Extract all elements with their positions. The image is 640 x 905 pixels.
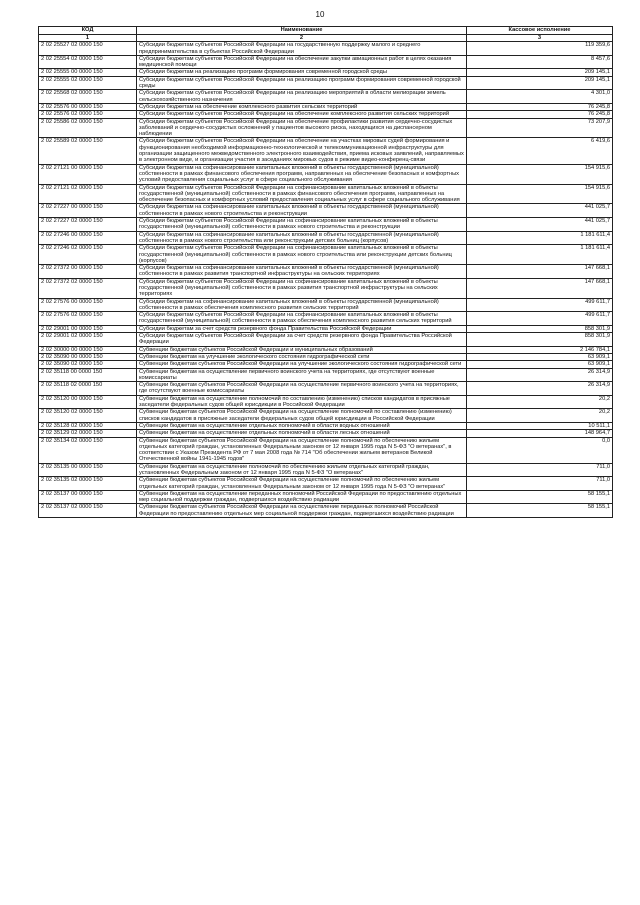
table-row	[39, 430, 613, 437]
row-amount: 76 245,8	[467, 111, 613, 118]
row-amount: 858 301,9	[467, 333, 613, 347]
table-row	[39, 333, 613, 347]
column-numbers-row	[39, 35, 613, 42]
table-row	[39, 69, 613, 76]
row-name: Субсидии бюджетам субъектов Российской Федерации на софинансирование капитальных вложений в объекты государственной (муниципальной) собственности в рамках обеспечения комплексного развития сельских территорий	[137, 312, 467, 326]
row-amount: 711,0	[467, 463, 613, 477]
table-row	[39, 346, 613, 353]
row-amount: 441 025,7	[467, 204, 613, 218]
row-code: 2 02 35135 00 0000 150	[39, 463, 137, 477]
row-amount: 8 457,6	[467, 55, 613, 69]
table-row	[39, 278, 613, 298]
table-row	[39, 463, 613, 477]
row-name: Субсидии бюджетам субъектов Российской Федерации на реализацию программ формирования современной городской среды	[137, 76, 467, 90]
row-name: Субвенции бюджетам на осуществление отдельных полномочий в области водных отношений	[137, 422, 467, 429]
row-amount: 147 668,1	[467, 265, 613, 279]
column-number: 1	[39, 35, 137, 42]
row-amount: 63 909,1	[467, 361, 613, 368]
table-row	[39, 76, 613, 90]
row-code: 2 02 25555 02 0000 150	[39, 76, 137, 90]
row-name: Субсидии бюджетам на софинансирование капитальных вложений в объекты государственной (муниципальной) собственности в рамках обеспечения комплексного развития сельских территорий	[137, 298, 467, 312]
table-row	[39, 298, 613, 312]
table-row	[39, 111, 613, 118]
row-code: 2 02 35118 02 0000 150	[39, 382, 137, 396]
row-code: 2 02 35135 02 0000 150	[39, 477, 137, 491]
row-name: Субвенции бюджетам на осуществление полномочий по составлению (изменению) списков кандидатов в присяжные заседатели федеральных судов общей юрисдикции в Российской Федерации	[137, 395, 467, 409]
row-code: 2 02 27227 02 0000 150	[39, 218, 137, 232]
row-code: 2 02 29001 02 0000 150	[39, 333, 137, 347]
row-code: 2 02 25527 02 0000 150	[39, 42, 137, 56]
row-amount: 58 155,1	[467, 504, 613, 518]
row-code: 2 02 27246 00 0000 150	[39, 231, 137, 245]
table-row	[39, 353, 613, 360]
row-name: Субвенции бюджетам на осуществление полномочий по обеспечению жильем отдельных категорий граждан, установленных Федеральным законом от 12 января 1995 года N 5-ФЗ "О ветеранах"	[137, 463, 467, 477]
table-row	[39, 55, 613, 69]
row-code: 2 02 27227 00 0000 150	[39, 204, 137, 218]
row-code: 2 02 27246 02 0000 150	[39, 245, 137, 265]
row-code: 2 02 35090 02 0000 150	[39, 361, 137, 368]
row-code: 2 02 35120 00 0000 150	[39, 395, 137, 409]
row-amount: 499 611,7	[467, 312, 613, 326]
row-name: Субсидии бюджетам на софинансирование капитальных вложений в объекты государственной (муниципальной) собственности в рамках нового строительства или реконструкции детских больниц (корпусов)	[137, 231, 467, 245]
row-code: 2 02 25554 02 0000 150	[39, 55, 137, 69]
row-name: Субвенции бюджетам субъектов Российской Федерации на улучшение экологического состояния гидрографической сети	[137, 361, 467, 368]
row-code: 2 02 35134 02 0000 150	[39, 437, 137, 463]
row-name: Субсидии бюджетам субъектов Российской Федерации за счет средств резервного фонда Правительства Российской Федерации	[137, 333, 467, 347]
row-amount: 209 145,1	[467, 76, 613, 90]
row-code: 2 02 25576 00 0000 150	[39, 103, 137, 110]
row-code: 2 02 25576 02 0000 150	[39, 111, 137, 118]
column-number: 3	[467, 35, 613, 42]
row-amount: 499 611,7	[467, 298, 613, 312]
row-amount: 441 025,7	[467, 218, 613, 232]
row-name: Субсидии бюджетам за счет средств резервного фонда Правительства Российской Федерации	[137, 325, 467, 332]
row-name: Субсидии бюджетам субъектов Российской Федерации на обеспечение комплексного развития сельских территорий	[137, 111, 467, 118]
table-row	[39, 265, 613, 279]
row-amount: 26 314,9	[467, 382, 613, 396]
table-row	[39, 103, 613, 110]
row-amount: 73 207,9	[467, 118, 613, 138]
row-name: Субвенции бюджетам субъектов Российской Федерации и муниципальных образований	[137, 346, 467, 353]
row-name: Субсидии бюджетам субъектов Российской Федерации на софинансирование капитальных вложений в объекты государственной (муниципальной) собственности в рамках нового строительства или реконструкции детских больниц (корпусов)	[137, 245, 467, 265]
table-row	[39, 184, 613, 204]
row-amount: 154 915,6	[467, 184, 613, 204]
row-code: 2 02 35118 00 0000 150	[39, 368, 137, 382]
row-amount: 209 145,1	[467, 69, 613, 76]
row-name: Субсидии бюджетам на обеспечение комплексного развития сельских территорий	[137, 103, 467, 110]
row-name: Субсидии бюджетам на софинансирование капитальных вложений в объекты государственной (муниципальной) собственности в рамках развития транспортной инфраструктуры на сельских территориях	[137, 265, 467, 279]
row-amount: 26 314,9	[467, 368, 613, 382]
row-amount: 148 964,7	[467, 430, 613, 437]
row-name: Субвенции бюджетам субъектов Российской Федерации на осуществление полномочий по обеспечению жильем отдельных категорий граждан, установленных Федеральным законом от 12 января 1995 года N 5-ФЗ "О ветеранах"	[137, 477, 467, 491]
row-amount: 63 909,1	[467, 353, 613, 360]
table-row	[39, 382, 613, 396]
table-row	[39, 504, 613, 518]
row-name: Субсидии бюджетам на реализацию программ формирования современной городской среды	[137, 69, 467, 76]
table-row	[39, 90, 613, 104]
row-amount: 76 245,8	[467, 103, 613, 110]
row-code: 2 02 35137 00 0000 150	[39, 490, 137, 504]
row-amount: 10 511,1	[467, 422, 613, 429]
row-amount: 119 359,6	[467, 42, 613, 56]
row-code: 2 02 30000 00 0000 150	[39, 346, 137, 353]
table-row	[39, 490, 613, 504]
header-code: КОД	[39, 27, 137, 35]
header-row	[39, 27, 613, 35]
budget-table	[38, 26, 613, 518]
row-name: Субвенции бюджетам на осуществление первичного воинского учета на территориях, где отсутствуют военные комиссариаты	[137, 368, 467, 382]
row-amount: 58 155,1	[467, 490, 613, 504]
row-name: Субвенции бюджетам субъектов Российской Федерации на осуществление полномочий по обеспечению жильем отдельных категорий граждан, установленных Федеральным законом от 12 января 1995 года N 5-ФЗ "О ветеранах", в соответствии с Указом Президента РФ от 7 мая 2008 года № 714 "Об обеспечении жильем ветеранов Великой Отечественной войны 1941-1945 годов"	[137, 437, 467, 463]
row-code: 2 02 25586 02 0000 150	[39, 118, 137, 138]
row-name: Субвенции бюджетам на осуществление переданных полномочий Российской Федерации по предоставлению отдельных мер социальной поддержки граждан, подвергшихся воздействию радиации	[137, 490, 467, 504]
table-row	[39, 218, 613, 232]
row-name: Субсидии бюджетам субъектов Российской Федерации на обеспечение на участках мировых судей формирования и функционирования необходимой информационно-технологической и телекоммуникационной инфраструктуры для организации защищенного межведомственного электронного взаимодействия, приема исковых заявлений, направляемых в электронном виде, и организации участия в заседаниях мировых судов в режиме видео-конференц-связи	[137, 138, 467, 164]
row-name: Субсидии бюджетам на софинансирование капитальных вложений в объекты государственной (муниципальной) собственности в рамках нового строительства и реконструкции	[137, 204, 467, 218]
row-code: 2 02 27372 00 0000 150	[39, 265, 137, 279]
row-code: 2 02 25568 02 0000 150	[39, 90, 137, 104]
row-name: Субсидии бюджетам субъектов Российской Федерации на обеспечение профилактики развития сердечно-сосудистых заболеваний и сердечно-сосудистых осложнений у пациентов высокого риска, находящихся на диспансерном наблюдении	[137, 118, 467, 138]
table-row	[39, 118, 613, 138]
row-name: Субвенции бюджетам субъектов Российской Федерации на осуществление первичного воинского учета на территориях, где отсутствуют военные комиссариаты	[137, 382, 467, 396]
row-name: Субвенции бюджетам на улучшение экологического состояния гидрографической сети	[137, 353, 467, 360]
row-amount: 1 181 611,4	[467, 245, 613, 265]
row-name: Субсидии бюджетам субъектов Российской Федерации на реализацию мероприятий в области мелиорации земель сельскохозяйственного назначения	[137, 90, 467, 104]
row-code: 2 02 27121 02 0000 150	[39, 184, 137, 204]
row-name: Субсидии бюджетам субъектов Российской Федерации на обеспечение закупки авиационных работ в целях оказания медицинской помощи	[137, 55, 467, 69]
table-row	[39, 245, 613, 265]
row-name: Субсидии бюджетам субъектов Российской Федерации на софинансирование капитальных вложений в объекты государственной (муниципальной) собственности в рамках финансового обеспечения программ, направленных на обеспечение безопасных и комфортных условий предоставления социальных услуг в сфере социального обслуживания	[137, 184, 467, 204]
row-name: Субсидии бюджетам субъектов Российской Федерации на софинансирование капитальных вложений в объекты государственной (муниципальной) собственности в рамках развития транспортной инфраструктуры на сельских территориях	[137, 278, 467, 298]
row-name: Субсидии бюджетам субъектов Российской Федерации на государственную поддержку малого и среднего предпринимательства в субъектах Российской Федерации	[137, 42, 467, 56]
table-row	[39, 437, 613, 463]
row-code: 2 02 27121 00 0000 150	[39, 164, 137, 184]
table-row	[39, 409, 613, 423]
column-number: 2	[137, 35, 467, 42]
row-code: 2 02 29001 00 0000 150	[39, 325, 137, 332]
page-number: 10	[315, 10, 325, 19]
table-row	[39, 361, 613, 368]
row-amount: 0,0	[467, 437, 613, 463]
table-row	[39, 312, 613, 326]
table-row	[39, 42, 613, 56]
row-code: 2 02 27576 00 0000 150	[39, 298, 137, 312]
row-name: Субвенции бюджетам субъектов Российской Федерации на осуществление переданных полномочий Российской Федерации по предоставлению отдельных мер социальной поддержки граждан, подвергшихся воздействию радиации	[137, 504, 467, 518]
header-amount: Кассовое исполнение	[467, 27, 613, 35]
table-row	[39, 138, 613, 164]
row-code: 2 02 35090 00 0000 150	[39, 353, 137, 360]
row-name: Субвенции бюджетам на осуществление отдельных полномочий в области лесных отношений	[137, 430, 467, 437]
row-name: Субсидии бюджетам на софинансирование капитальных вложений в объекты государственной (муниципальной) собственности в рамках финансового обеспечения программ, направленных на обеспечение безопасных и комфортных условий предоставления социальных услуг в сфере социального обслуживания	[137, 164, 467, 184]
table-row	[39, 204, 613, 218]
row-amount: 147 668,1	[467, 278, 613, 298]
table-row	[39, 422, 613, 429]
row-amount: 20,2	[467, 409, 613, 423]
row-amount: 858 301,9	[467, 325, 613, 332]
row-code: 2 02 25589 02 0000 150	[39, 138, 137, 164]
row-code: 2 02 25555 00 0000 150	[39, 69, 137, 76]
header-name: Наименование	[137, 27, 467, 35]
table-row	[39, 395, 613, 409]
row-code: 2 02 35120 02 0000 150	[39, 409, 137, 423]
row-code: 2 02 27372 02 0000 150	[39, 278, 137, 298]
row-amount: 6 419,6	[467, 138, 613, 164]
row-code: 2 02 35137 02 0000 150	[39, 504, 137, 518]
table-row	[39, 477, 613, 491]
row-amount: 2 146 784,1	[467, 346, 613, 353]
row-code: 2 02 35129 02 0000 150	[39, 430, 137, 437]
row-amount: 1 181 611,4	[467, 231, 613, 245]
table-row	[39, 368, 613, 382]
table-row	[39, 325, 613, 332]
row-amount: 20,2	[467, 395, 613, 409]
table-row	[39, 231, 613, 245]
row-amount: 4 301,0	[467, 90, 613, 104]
row-code: 2 02 27576 02 0000 150	[39, 312, 137, 326]
row-code: 2 02 35128 02 0000 150	[39, 422, 137, 429]
row-amount: 154 915,6	[467, 164, 613, 184]
row-amount: 711,0	[467, 477, 613, 491]
table-row	[39, 164, 613, 184]
row-name: Субвенции бюджетам субъектов Российской Федерации на осуществление полномочий по составлению (изменению) списков кандидатов в присяжные заседатели федеральных судов общей юрисдикции в Российской Федерации	[137, 409, 467, 423]
row-name: Субсидии бюджетам субъектов Российской Федерации на софинансирование капитальных вложений в объекты государственной (муниципальной) собственности в рамках нового строительства и реконструкции	[137, 218, 467, 232]
